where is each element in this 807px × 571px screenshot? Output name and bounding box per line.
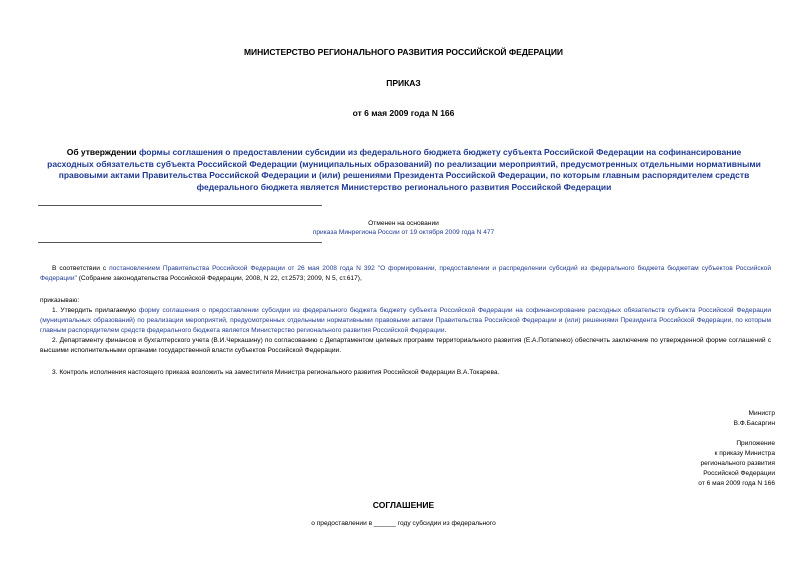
agreement-heading: СОГЛАШЕНИЕ: [372, 500, 435, 510]
appendix-line-2: к приказу Министра: [714, 450, 775, 457]
item-1-form-link[interactable]: форму соглашения о предоставлении субсидии из федерального бюджета бюджету субъекта Российской Федерации на софинансирование расходных обязательств субъекта Российской Федерации (муниципальных образований) по реализации мероприятий, предусмотренных отдельными нормативными правовыми актами Правительства Российской Федерации и (или) решениями Президента Российской Федерации, по которым главным распорядителем средств федерального бюджета является Министерство регионального развития Российской Федерации: [40, 307, 771, 334]
divider-bottom: [38, 242, 322, 243]
cancel-note-link[interactable]: приказа Минрегиона России от 19 октября 2009 года N 477: [312, 229, 495, 236]
appendix-line-4: Российской Федерации: [703, 470, 775, 477]
ministry-header: МИНИСТЕРСТВО РЕГИОНАЛЬНОГО РАЗВИТИЯ РОССИЙСКОЙ ФЕДЕРАЦИИ: [243, 47, 564, 57]
signature-position: Министр: [748, 410, 775, 417]
document-title: [44, 147, 764, 193]
item-1-prefix: 1. Утвердить прилагаемую: [52, 307, 139, 314]
preamble-paragraph: [40, 264, 771, 284]
agreement-subline: о предоставлении в ______ году субсидии из федерального: [311, 520, 496, 527]
appendix-line-1: Приложение: [736, 440, 775, 447]
title-prefix: Об утверждении: [66, 147, 139, 157]
preamble-suffix: (Собрание законодательства Российской Федерации, 2008, N 22, ст.2573; 2009, N 5, ст.617),: [76, 275, 362, 282]
preamble-decree-link[interactable]: постановлением Правительства Российской Федерации от 26 мая 2008 года N 392 "О формировании, предоставлении и распределении субсидий из федерального бюджета бюджетам субъектов Российской Федерации": [40, 265, 771, 282]
appendix-line-3: регионального развития: [700, 460, 775, 467]
order-word: приказываю:: [40, 297, 80, 304]
appendix-line-5: от 6 мая 2009 года N 166: [698, 480, 775, 487]
divider-top: [38, 205, 322, 206]
cancel-note-line1: Отменен на основании: [368, 220, 439, 227]
item-2: 2. Департаменту финансов и бухгалтерского учета (В.И.Черкашину) по согласованию с Департаментом целевых программ территориального развития (Е.А.Потапенко) обеспечить заключение по утвержденной форме соглашений с высшими исполнительными органами государственной власти субъектов Российской Федерации.: [40, 337, 771, 354]
item-1-suffix: .: [444, 327, 447, 334]
signature-name: В.Ф.Басаргин: [733, 420, 775, 427]
doc-date-number: от 6 мая 2009 года N 166: [352, 108, 455, 118]
title-form-link[interactable]: формы соглашения о предоставлении субсидии из федерального бюджета бюджету субъекта Российской Федерации на софинансирование расходных обязательств субъекта Российской Федерации (муниципальных образований) по реализации мероприятий, предусмотренных отдельными нормативными правовыми актами Правительства Российской Федерации и (или) решениями Президента Российской Федерации, по которым главным распорядителем средств федерального бюджета является Министерство регионального развития Российской Федерации: [47, 147, 761, 192]
doc-type: ПРИКАЗ: [386, 78, 421, 88]
item-1: [40, 306, 771, 336]
preamble-prefix: В соответствии с: [52, 265, 110, 272]
item-3: 3. Контроль исполнения настоящего приказа возложить на заместителя Министра регионального развития Российской Федерации В.А.Токарева.: [52, 369, 500, 376]
